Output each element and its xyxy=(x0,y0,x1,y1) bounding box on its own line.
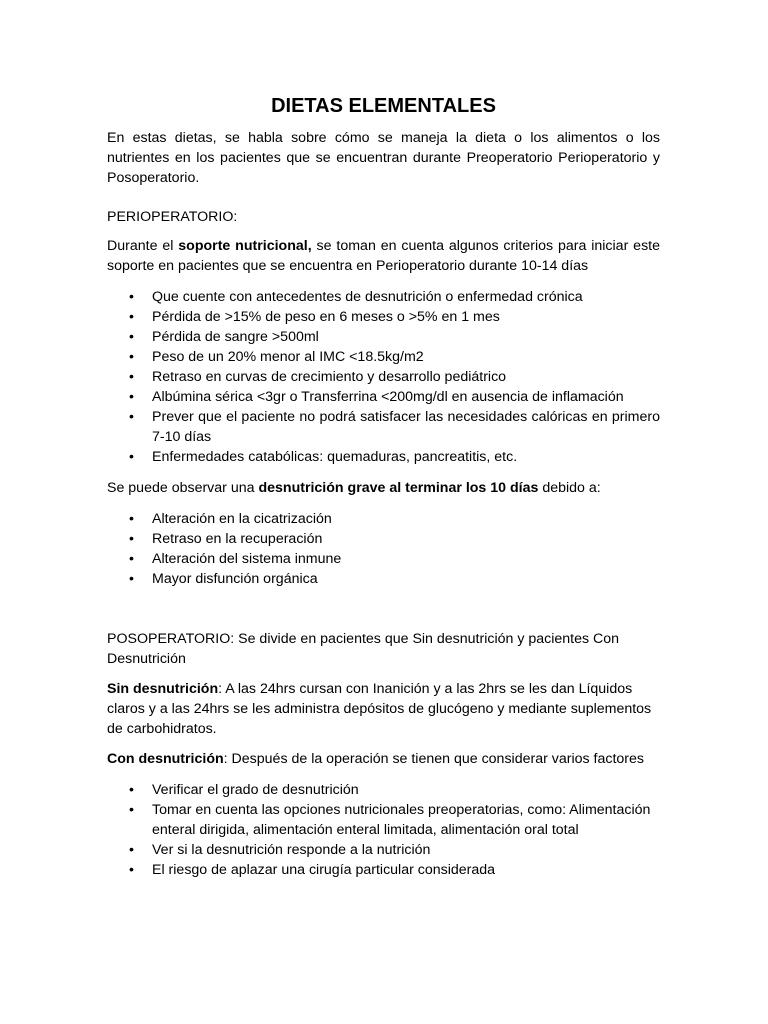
sin-post: : A las 24hrs cursan con Inanición y a las 2hrs se les dan Líquidos claros y a las 24hrs se les administra depósitos de glucógeno y mediante suplementos de carbohidratos. xyxy=(107,681,652,737)
list-item-text: Retraso en la recuperación xyxy=(152,531,323,547)
list-item-text: Enfermedades catabólicas: quemaduras, pancreatitis, etc. xyxy=(152,449,518,465)
soporte-bold: soporte nutricional, xyxy=(178,238,312,254)
list-item xyxy=(107,840,660,860)
intro-paragraph: En estas dietas, se habla sobre cómo se maneja la dieta o los alimentos o los nutrientes en los pacientes que se encuentran durante Preoperatorio Perioperatorio y Posoperatorio. xyxy=(107,130,660,186)
list-item xyxy=(107,287,660,307)
list-item xyxy=(107,307,660,327)
list-item xyxy=(107,549,660,569)
bullet-icon: • xyxy=(129,551,134,567)
bullet-icon: • xyxy=(129,409,134,425)
grave-pre: Se puede observar una xyxy=(107,480,259,496)
desnutricion-grave-paragraph xyxy=(107,478,660,498)
list-item-text: Verificar el grado de desnutrición xyxy=(152,782,359,798)
bullet-icon: • xyxy=(129,289,134,305)
bullet-icon: • xyxy=(129,782,134,798)
list-item-text: Alteración en la cicatrización xyxy=(152,511,332,527)
list-item xyxy=(107,447,660,467)
bullet-icon: • xyxy=(129,802,134,818)
bullet-icon: • xyxy=(129,349,134,365)
perioperatorio-heading: PERIOPERATORIO: xyxy=(107,209,238,225)
bullet-icon: • xyxy=(129,571,134,587)
list-item-text: Peso de un 20% menor al IMC <18.5kg/m2 xyxy=(152,349,424,365)
bullet-icon: • xyxy=(129,389,134,405)
bullet-icon: • xyxy=(129,862,134,878)
criteria-list xyxy=(107,287,660,467)
sin-desnutricion-paragraph xyxy=(107,679,660,739)
grave-bold: desnutrición grave al terminar los 10 días xyxy=(258,480,539,496)
list-item xyxy=(107,327,660,347)
list-item-text: Tomar en cuenta las opciones nutricionales preoperatorias, como: Alimentación enteral dirigida, alimentación enteral limitada, alimentación oral total xyxy=(152,802,651,838)
grave-post: debido a: xyxy=(538,480,601,496)
soporte-pre: Durante el xyxy=(107,238,179,254)
soporte-post: se toman en cuenta algunos criterios para iniciar este soporte en pacientes que se encuentra en Perioperatorio durante 10-14 días xyxy=(107,238,660,274)
sin-bold: Sin desnutrición xyxy=(107,681,219,697)
bullet-icon: • xyxy=(129,369,134,385)
document-body xyxy=(107,94,660,880)
document-title: DIETAS ELEMENTALES xyxy=(271,95,496,117)
consequences-list xyxy=(107,509,660,589)
list-item-text: El riesgo de aplazar una cirugía particular considerada xyxy=(152,862,496,878)
list-item xyxy=(107,509,660,529)
list-item xyxy=(107,367,660,387)
list-item-text: Mayor disfunción orgánica xyxy=(152,571,318,587)
list-item-text: Pérdida de sangre >500ml xyxy=(152,329,319,345)
list-item-text: Alteración del sistema inmune xyxy=(152,551,342,567)
list-item-text: Retraso en curvas de crecimiento y desarrollo pediátrico xyxy=(152,369,507,385)
list-item xyxy=(107,347,660,367)
list-item-text: Pérdida de >15% de peso en 6 meses o >5% en 1 mes xyxy=(152,309,500,325)
bullet-icon: • xyxy=(129,329,134,345)
list-item-text: Ver si la desnutrición responde a la nutrición xyxy=(152,842,431,858)
list-item xyxy=(107,407,660,447)
bullet-icon: • xyxy=(129,309,134,325)
list-item xyxy=(107,529,660,549)
list-item xyxy=(107,860,660,880)
list-item xyxy=(107,780,660,800)
list-item-text: Prever que el paciente no podrá satisfacer las necesidades calóricas en primero 7-10 días xyxy=(152,409,660,445)
list-item xyxy=(107,387,660,407)
list-item xyxy=(107,569,660,589)
list-item xyxy=(107,800,660,840)
posoperatorio-paragraph: POSOPERATORIO: Se divide en pacientes que Sin desnutrición y pacientes Con Desnutrición xyxy=(107,631,620,667)
con-desnutricion-paragraph xyxy=(107,749,660,769)
con-post: : Después de la operación se tienen que considerar varios factores xyxy=(223,751,645,767)
factors-list xyxy=(107,780,660,880)
list-item-text: Albúmina sérica <3gr o Transferrina <200mg/dl en ausencia de inflamación xyxy=(152,389,624,405)
list-item-text: Que cuente con antecedentes de desnutrición o enfermedad crónica xyxy=(152,289,583,305)
bullet-icon: • xyxy=(129,842,134,858)
bullet-icon: • xyxy=(129,511,134,527)
bullet-icon: • xyxy=(129,449,134,465)
bullet-icon: • xyxy=(129,531,134,547)
con-bold: Con desnutrición xyxy=(107,751,224,767)
soporte-paragraph xyxy=(107,236,660,276)
